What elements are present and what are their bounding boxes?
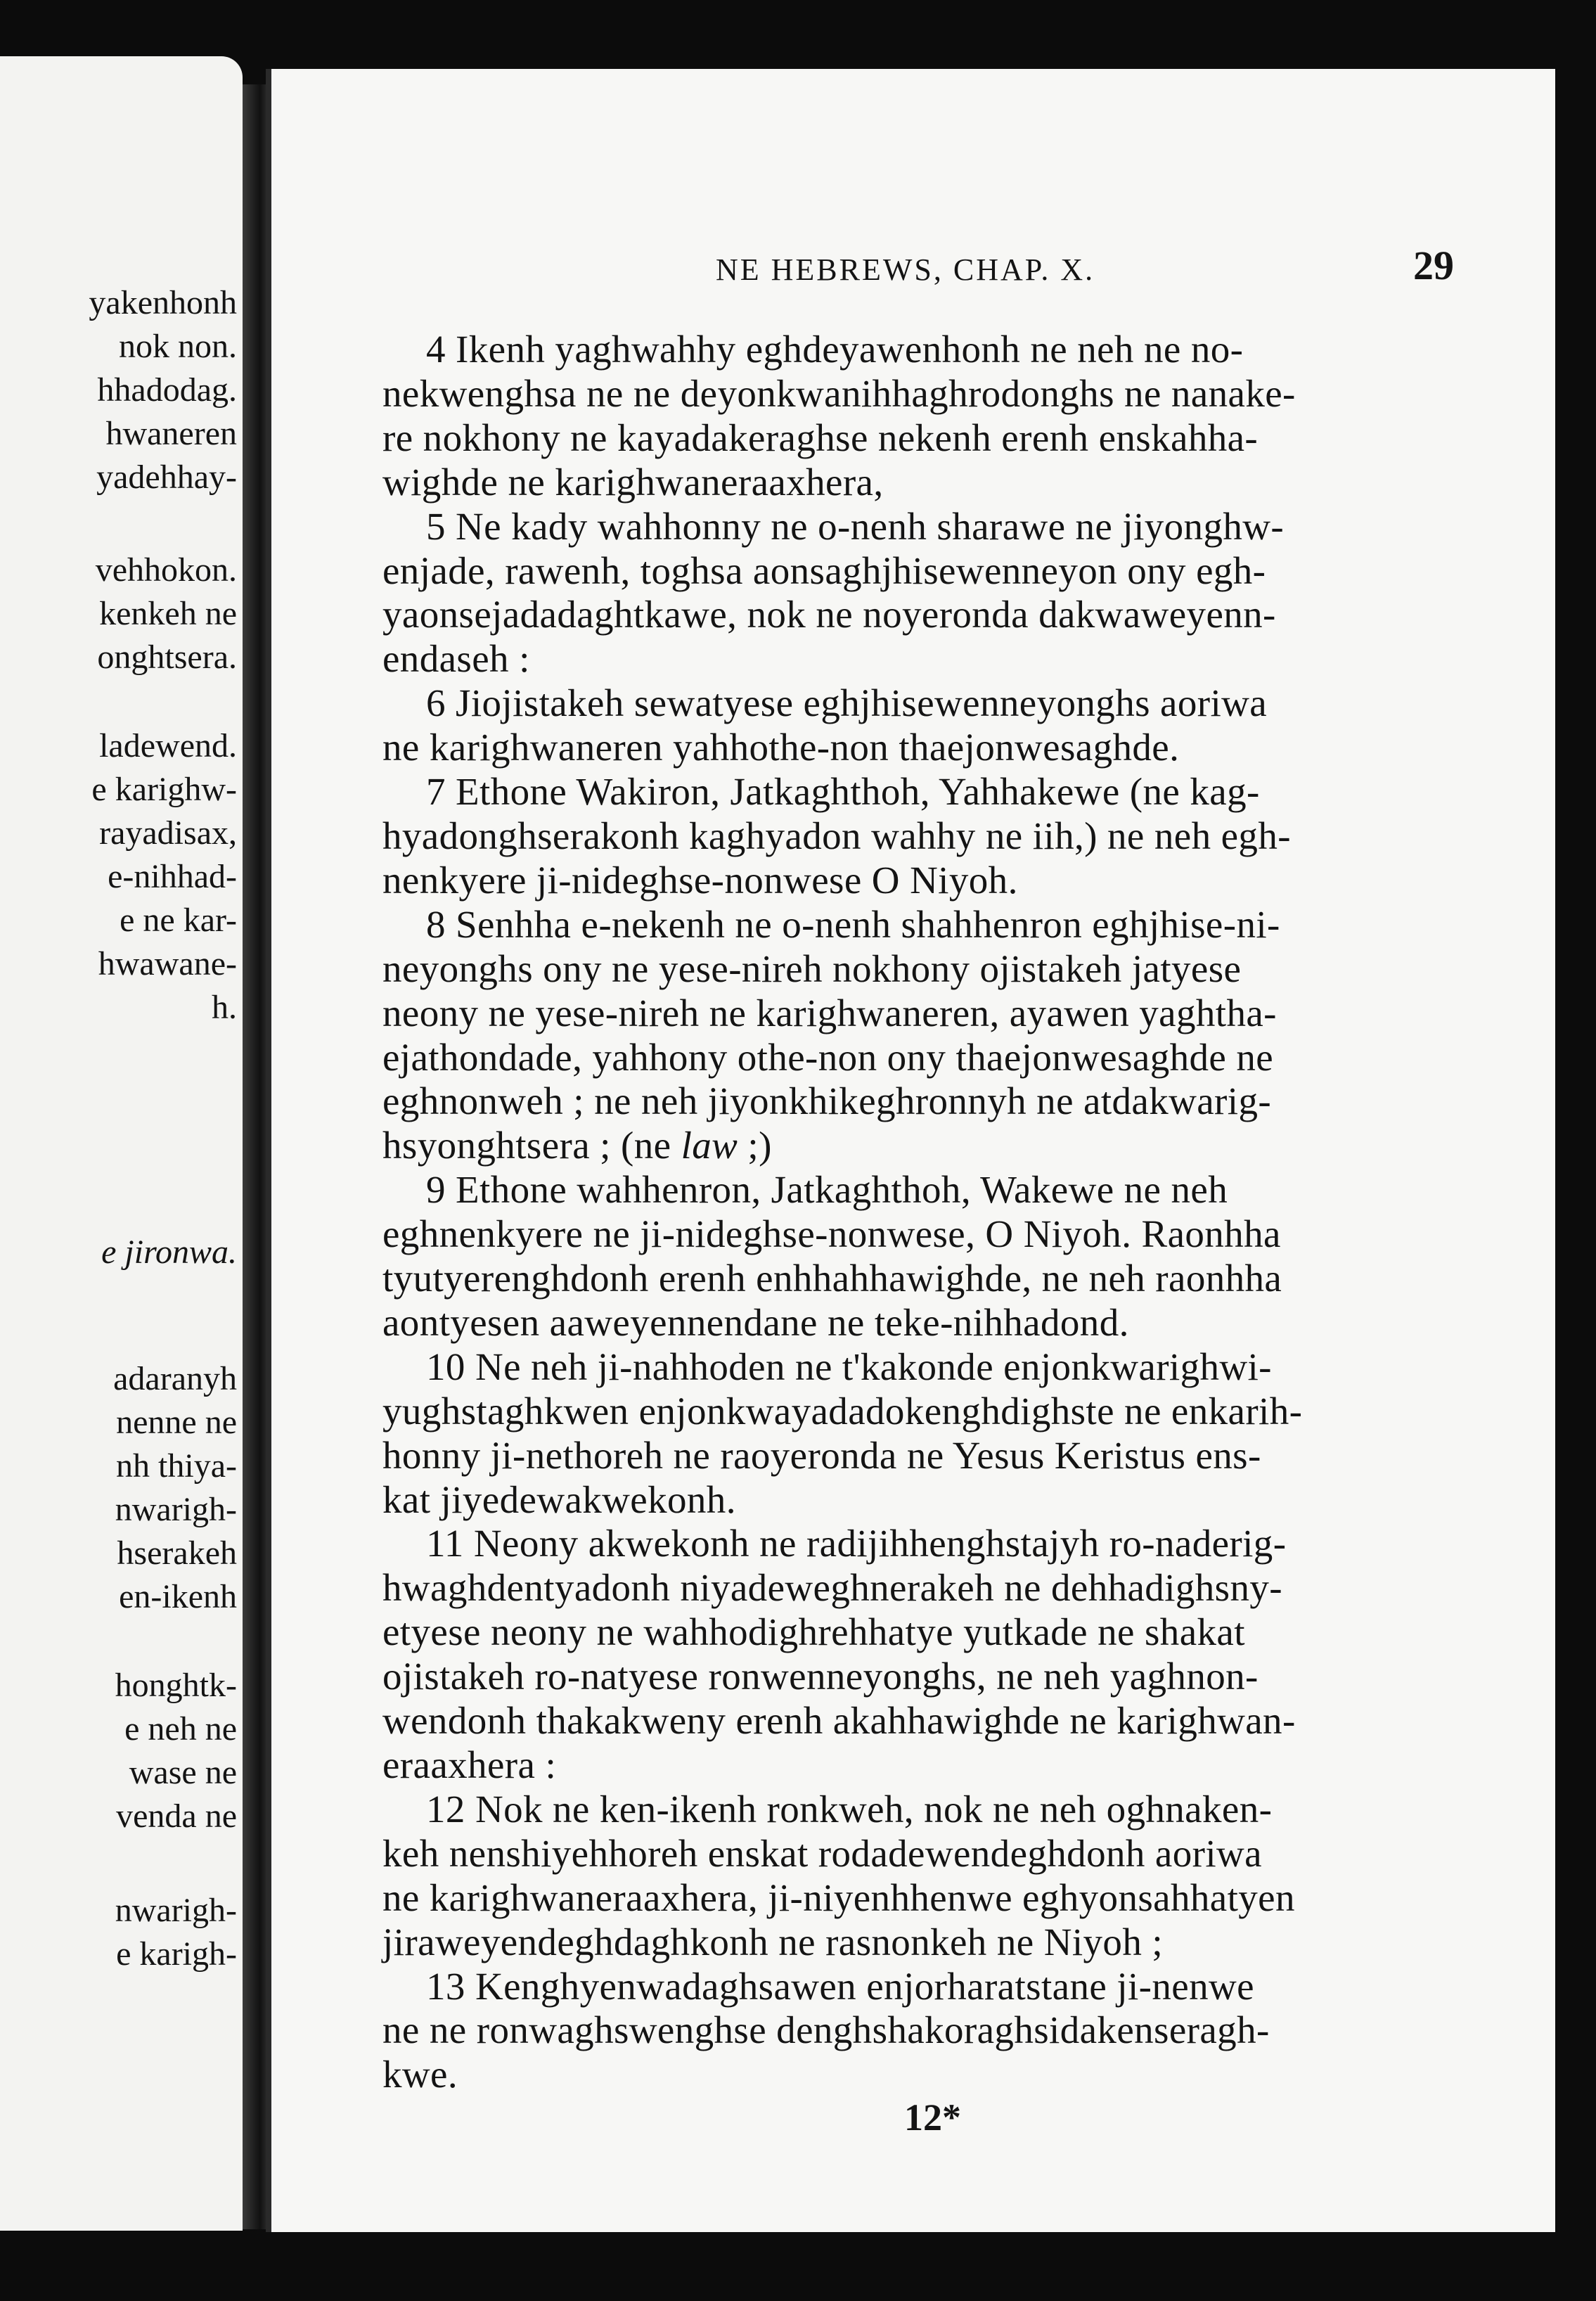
left-page-line: onghtsera. [97, 639, 237, 676]
signature-mark: 12* [904, 2096, 961, 2139]
text-line: aontyesen aaweyennendane ne teke-nihhadond. [382, 1300, 1129, 1344]
left-page-line: honghtk- [115, 1667, 237, 1704]
text-line: hyadonghserakonh kaghyadon wahhy ne iih,) ne neh egh- [382, 814, 1291, 857]
page-header [271, 243, 1555, 308]
text-line: hwaghdentyadonh niyadeweghnerakeh ne dehhadighsny- [382, 1566, 1283, 1610]
text-line: etyese neony ne wahhodighrehhatye yutkade ne shakat [382, 1610, 1245, 1654]
left-page-line: yakenhonh [89, 284, 237, 321]
left-page-line: e jironwa. [101, 1233, 237, 1271]
text-line: enjade, rawenh, toghsa aonsaghjhisewenneyon ony egh- [382, 549, 1266, 592]
text-line: 13 Kenghyenwadaghsawen enjorharatstane ji-nenwe [426, 1964, 1254, 2008]
text-line: 10 Ne neh ji-nahhoden ne t'kakonde enjonkwarighwi- [426, 1345, 1272, 1388]
running-title: NE HEBREWS, CHAP. X. [716, 252, 1095, 287]
text-line: yaonsejadadaghtkawe, nok ne noyeronda dakwaweyenn- [382, 593, 1276, 636]
page-number: 29 [1413, 243, 1454, 288]
text-line: kat jiyedewakwekonh. [382, 1478, 736, 1521]
left-page-line: kenkeh ne [99, 595, 237, 632]
left-page-line: e karigh- [116, 1935, 237, 1973]
text-line: 9 Ethone wahhenron, Jatkaghthoh, Wakewe ne neh [426, 1168, 1228, 1212]
text-line: ne ne ronwaghswenghse denghshakoraghsidakenseragh- [382, 2008, 1270, 2052]
text-line: 12 Nok ne ken-ikenh ronkweh, nok ne neh oghnaken- [426, 1787, 1273, 1831]
text-line: honny ji-nethoreh ne raoyeronda ne Yesus Keristus ens- [382, 1433, 1261, 1477]
text-line: ne karighwaneraaxhera, ji-niyenhhenwe eghyonsahhatyen [382, 1876, 1295, 1919]
left-page-line: hwaneren [105, 415, 237, 452]
left-page-line: h. [212, 989, 237, 1026]
left-page-line: ladewend. [99, 727, 237, 764]
text-line: eraaxhera : [382, 1743, 557, 1786]
text-line: re nokhony ne kayadakeraghse nekenh erenh enskahha- [382, 416, 1259, 459]
text-line: 5 Ne kady wahhonny ne o-nenh sharawe ne jiyonghw- [426, 504, 1285, 548]
text-line: tyutyerenghdonh erenh enhhahhawighde, ne neh raonhha [382, 1257, 1282, 1300]
text-line: 7 Ethone Wakiron, Jatkaghthoh, Yahhakewe (ne kag- [426, 770, 1260, 814]
text-line: eghnenkyere ne ji-nideghse-nonwese, O Niyoh. Raonhha [382, 1212, 1281, 1256]
text-line: wighde ne karighwaneraaxhera, [382, 460, 884, 504]
main-page [266, 69, 1555, 2232]
text-line: keh nenshiyehhoreh enskat rodadewendeghdonh aoriwa [382, 1831, 1262, 1875]
left-page-line: e-nihhad- [108, 858, 237, 895]
left-page-line: yadehhay- [96, 459, 237, 496]
text-line: nenkyere ji-nideghse-nonwese O Niyoh. [382, 858, 1018, 902]
body-text [382, 328, 1596, 2097]
text-line: wendonh thakakweny erenh akahhawighde ne karighwan- [382, 1699, 1296, 1743]
text-line: neyonghs ony ne yese-nireh nokhony ojistakeh jatyese [382, 947, 1242, 990]
text-line: ejathondade, yahhony othe-non ony thaejonwesaghde ne [382, 1035, 1274, 1079]
left-page-line: e neh ne [124, 1710, 237, 1748]
text-line: kwe. [382, 2053, 458, 2096]
left-page-line: e karighw- [91, 771, 237, 808]
text-line: 8 Senhha e-nekenh ne o-nenh shahhenron eghjhise-ni- [426, 902, 1280, 946]
text-line: hsyonghtsera ; (ne law ;) [382, 1124, 772, 1167]
text-line: yughstaghkwen enjonkwayadadokenghdighste ne enkarih- [382, 1389, 1303, 1432]
text-line: nekwenghsa ne ne deyonkwanihhaghrodonghs ne nanake- [382, 371, 1296, 415]
text-line: ojistakeh ro-natyese ronwenneyonghs, ne neh yaghnon- [382, 1655, 1259, 1698]
text-line: 11 Neony akwekonh ne radijihhenghstajyh ro-naderig- [426, 1522, 1287, 1565]
left-page-line: wase ne [129, 1754, 237, 1791]
left-page-line: vehhokon. [95, 551, 237, 589]
left-page-line: hwawane- [98, 945, 237, 982]
left-page-line: nok non. [119, 328, 237, 365]
left-page-line: nh thiya- [116, 1447, 237, 1485]
left-page-line: hhadodag. [97, 371, 237, 409]
left-page-line: en-ikenh [119, 1578, 237, 1615]
text-line: neony ne yese-nireh ne karighwaneren, ayawen yaghtha- [382, 991, 1277, 1034]
left-page-line: adaranyh [113, 1360, 237, 1397]
text-line: eghnonweh ; ne neh jiyonkhikeghronnyh ne atdakwarig- [382, 1079, 1272, 1123]
left-page-line: venda ne [116, 1797, 237, 1835]
text-line: 4 Ikenh yaghwahhy eghdeyawenhonh ne neh ne no- [426, 328, 1244, 371]
left-page-line: hserakeh [117, 1534, 237, 1572]
text-line: endaseh : [382, 637, 530, 681]
italic-word: law [681, 1124, 738, 1167]
left-page-line: rayadisax, [99, 814, 237, 852]
text-line: ne karighwaneren yahhothe-non thaejonwesaghde. [382, 726, 1180, 769]
left-page-line: nwarigh- [115, 1491, 237, 1528]
left-page-fragment [0, 56, 243, 2231]
left-page-line: nenne ne [116, 1404, 237, 1441]
text-line: jiraweyendeghdaghkonh ne rasnonkeh ne Niyoh ; [382, 1920, 1164, 1963]
left-page-line: nwarigh- [115, 1892, 237, 1929]
left-page-line: e ne kar- [120, 902, 237, 939]
text-line: 6 Jiojistakeh sewatyese eghjhisewenneyonghs aoriwa [426, 681, 1268, 725]
